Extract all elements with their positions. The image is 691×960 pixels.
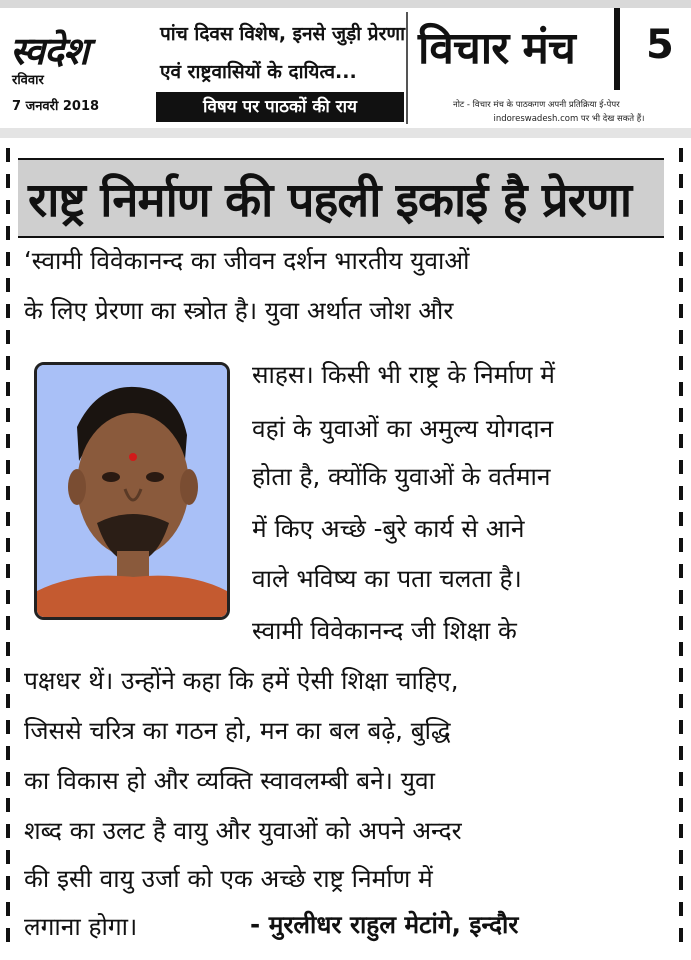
notice-line-1: नोट - विचार मंच के पाठकगण अपनी प्रतिक्रिया ई-पेपर xyxy=(453,100,620,110)
article-line-8: स्वामी विवेकानन्द जी शिक्षा के xyxy=(252,616,517,645)
column-notice xyxy=(453,98,685,126)
article-line-5: होता है, क्योंकि युवाओं के वर्तमान xyxy=(252,462,551,491)
header-top-rule xyxy=(0,0,691,8)
page-header xyxy=(0,0,691,138)
column-title: विचार मंच xyxy=(418,23,575,74)
article-line-2: के लिए प्रेरणा का स्त्रोत है। युवा अर्थात जोश और xyxy=(24,296,454,325)
title-divider-bar xyxy=(614,8,620,90)
article-line-11: का विकास हो और व्यक्ति स्वावलम्बी बने। युवा xyxy=(24,766,435,795)
author-portrait-image xyxy=(37,365,227,617)
article-line-10: जिससे चरित्र का गठन हो, मन का बल बढ़े, बुद्धि xyxy=(24,716,451,745)
article-line-9: पक्षधर थें। उन्होंने कहा कि हमें ऐसी शिक्षा चाहिए, xyxy=(24,666,459,695)
topic-line-2: एवं राष्ट्रवासियों के दायित्व... xyxy=(160,61,357,83)
topic-band: विषय पर पाठकों की राय xyxy=(156,92,404,122)
article-line-4: वहां के युवाओं का अमुल्य योगदान xyxy=(252,414,554,443)
headline-box xyxy=(18,158,664,238)
article-line-12: शब्द का उलट है वायु और युवाओं को अपने अन्दर xyxy=(24,816,462,845)
issue-day: रविवार xyxy=(12,73,44,88)
topic-line-1: पांच दिवस विशेष, इनसे जुड़ी प्रेरणा xyxy=(160,23,406,45)
newspaper-logo: स्वदेश xyxy=(10,28,88,73)
header-bottom-rule xyxy=(0,128,691,138)
article-line-6: में किए अच्छे -बुरे कार्य से आने xyxy=(252,514,525,543)
article-line-13: की इसी वायु उर्जा को एक अच्छे राष्ट्र निर्माण में xyxy=(24,864,433,893)
article-line-3: साहस। किसी भी राष्ट्र के निर्माण में xyxy=(252,360,555,389)
issue-date: 7 जनवरी 2018 xyxy=(12,99,100,114)
article-byline: - मुरलीधर राहुल मेटांगे, इन्दौर xyxy=(250,910,519,939)
author-photo xyxy=(34,362,230,620)
left-dotted-border xyxy=(6,148,10,948)
article-headline: राष्ट्र निर्माण की पहली इकाई है प्रेरणा xyxy=(28,173,631,228)
notice-line-2: indoreswadesh.com पर भी देख सकते हैं। xyxy=(493,114,645,124)
header-divider xyxy=(406,12,408,124)
article-line-7: वाले भविष्य का पता चलता है। xyxy=(252,564,522,593)
article-line-1: ‘स्वामी विवेकानन्द का जीवन दर्शन भारतीय युवाओं xyxy=(24,246,470,275)
right-dotted-border xyxy=(679,148,683,948)
article-line-14: लगाना होगा। xyxy=(24,912,138,941)
page-number: 5 xyxy=(646,22,674,68)
